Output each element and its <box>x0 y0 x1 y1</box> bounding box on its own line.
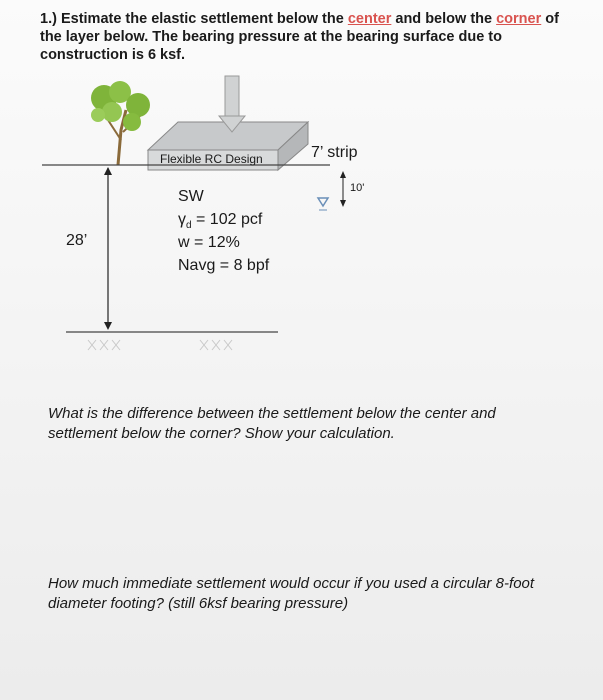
water-depth-label: 10' <box>350 182 365 194</box>
tree-icon <box>91 81 150 165</box>
unit-weight-symbol: γ <box>178 211 186 228</box>
corner-highlight: corner <box>496 11 542 27</box>
hatch-marks <box>88 340 232 350</box>
question-1-the: the <box>470 11 493 27</box>
layer-depth-label: 28’ <box>66 232 88 249</box>
footing-label: Flexible RC Design <box>160 152 263 166</box>
water-depth-arrow <box>340 171 346 207</box>
layer-depth-arrow <box>104 167 112 330</box>
diagram-graphics <box>0 70 603 370</box>
question-1 <box>40 10 580 64</box>
question-1-text-a: Estimate the elastic settlement below the <box>60 11 344 27</box>
question-number: 1.) <box>40 11 57 27</box>
navg-value: Navg = 8 bpf <box>178 257 270 274</box>
question-2: What is the difference between the settlement below the center and settlement below the corner? Show your calculation. <box>48 405 496 442</box>
question-1-text-b: of the layer below. The bearing pressure at the bearing surface due to construction is 6 ksf. <box>40 11 559 63</box>
water-table-icon <box>318 198 328 210</box>
unit-weight <box>178 211 262 231</box>
strip-label: 7’ strip <box>311 144 358 161</box>
unit-weight-value: = 102 pcf <box>196 211 263 228</box>
soil-type: SW <box>178 188 204 205</box>
moisture-content: w = 12% <box>178 234 240 251</box>
center-highlight: center <box>347 11 392 27</box>
unit-weight-subscript: d <box>186 220 192 232</box>
question-3: How much immediate settlement would occur if you used a circular 8-foot diameter footing? (still 6ksf bearing pressure) <box>48 575 535 612</box>
question-1-and-below: and below <box>395 11 467 27</box>
soil-profile-diagram <box>0 70 603 370</box>
